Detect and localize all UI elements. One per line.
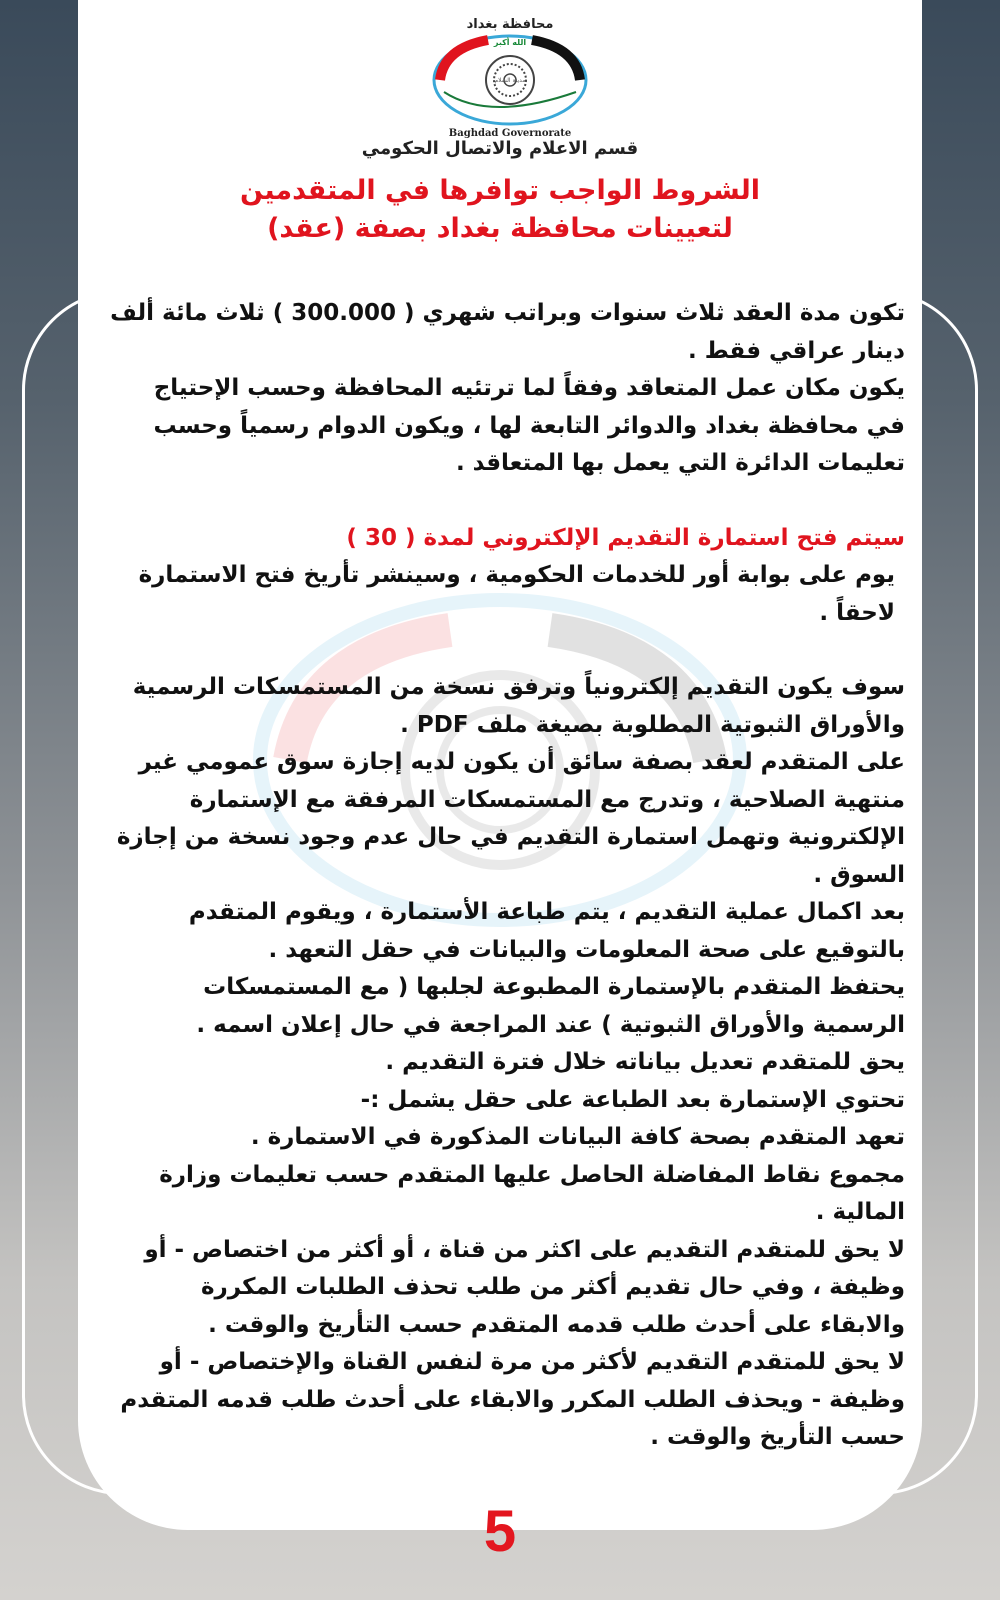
paragraph-print-form: بعد اكمال عملية التقديم ، يتم طباعة الأستمارة ، ويقوم المتقدم بالتوقيع على صحة المعلومات والبيانات في حقل التعهد . [188, 899, 905, 963]
spacer [110, 632, 905, 669]
paragraph-form-contents: تحتوي الإستمارة بعد الطباعة على حقل يشمل :- [360, 1086, 905, 1113]
paragraph-application-period: سيتم فتح استمارة التقديم الإلكتروني لمدة ( 30 ) [346, 524, 905, 551]
logo-inner-text: مدينة السلام [494, 77, 526, 84]
baghdad-governorate-logo [430, 12, 590, 142]
paragraph-driver-license: على المتقدم لعقد بصفة سائق أن يكون لديه إجازة سوق عمومي غير منتهية الصلاحية ، وتدرج مع المستمسكات المرفقة مع الإستمارة الإلكترونية وتهمل استمارة التقديم في حال عدم وجود نسخة من إجازة السوق . [116, 749, 905, 888]
paragraph-keep-form: يحتفظ المتقدم بالإستمارة المطبوعة لجلبها ( مع المستمسكات الرسمية والأوراق الثبوتية ) عند المراجعة في حال إعلان اسمه . [196, 974, 905, 1038]
page-title [0, 172, 1000, 248]
logo-motto: الله أكبر [493, 38, 527, 47]
title-line-2: لتعيينات محافظة بغداد بصفة (عقد) [267, 213, 733, 244]
paragraph-points: مجموع نقاط المفاضلة الحاصل عليها المتقدم حسب تعليمات وزارة المالية . [159, 1161, 905, 1225]
logo-arabic-name: محافظة بغداد [466, 17, 554, 32]
paragraph-workplace: يكون مكان عمل المتعاقد وفقاً لما ترتئيه المحافظة وحسب الإحتياج في محافظة بغداد والدوائر التابعة لها ، ويكون الدوام رسمياً وحسب تعليمات الدائرة التي يعمل بها المتعاقد . [153, 375, 905, 476]
department-name: قسم الاعلام والاتصال الحكومي [361, 138, 639, 159]
logo-english-name: Baghdad Governorate [448, 128, 572, 139]
paragraph-duplicate-application: لا يحق للمتقدم التقديم لأكثر من مرة لنفس القناة والإختصاص - أو وظيفة - ويحذف الطلب المكرر والابقاء على أحدث طلب قدمه المتقدم حسب التأريخ والوقت . [120, 1349, 905, 1450]
paragraph-salary: تكون مدة العقد ثلاث سنوات وبراتب شهري ( 300.000 ) ثلاث مائة ألف دينار عراقي فقط . [110, 300, 905, 364]
paragraph-ur-portal: يوم على بوابة أور للخدمات الحكومية ، وسينشر تأريخ فتح الاستمارة لاحقاً . [138, 562, 895, 626]
paragraph-multiple-channels: لا يحق للمتقدم التقديم على اكثر من قناة ، أو أكثر من اختصاص - أو وظيفة ، وفي حال تقديم أكثر من طلب تحذف الطلبات المكررة والابقاء على أحدث طلب قدمه المتقدم حسب التأريخ والوقت . [144, 1236, 905, 1338]
title-line-1: الشروط الواجب توافرها في المتقدمين [240, 175, 760, 206]
spacer [110, 483, 905, 520]
paragraph-pledge: تعهد المتقدم بصحة كافة البيانات المذكورة في الاستمارة . [250, 1124, 905, 1150]
paragraph-electronic-submission: سوف يكون التقديم إلكترونياً وترفق نسخة من المستمسكات الرسمية والأوراق الثبوتية المطلوبة بصيغة ملف PDF . [132, 674, 905, 738]
paragraph-edit-data: يحق للمتقدم تعديل بياناته خلال فترة التقديم . [385, 1049, 905, 1075]
page-number: 5 [483, 1499, 517, 1564]
conditions-body [110, 295, 905, 1457]
